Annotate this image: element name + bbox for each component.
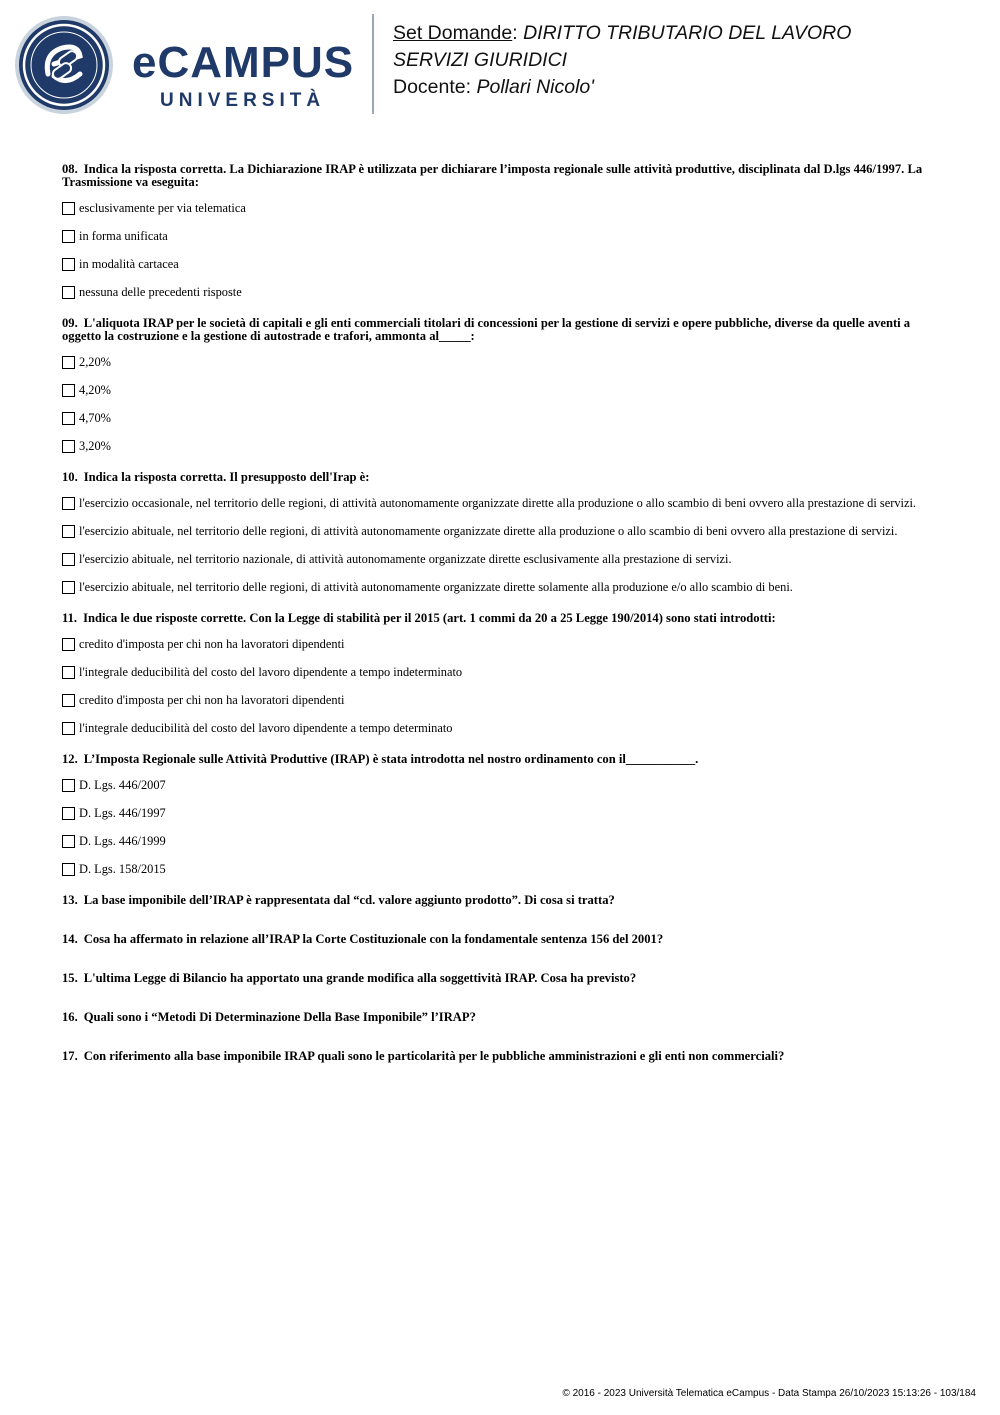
answer-checkbox[interactable] bbox=[62, 835, 75, 848]
page-footer: © 2016 - 2023 Università Telematica eCampus - Data Stampa 26/10/2023 15:13:26 - 103/184 bbox=[562, 1388, 976, 1399]
answer-option[interactable] bbox=[62, 860, 942, 878]
teacher-name: Pollari Nicolo' bbox=[476, 76, 594, 98]
brand-subtitle: UNIVERSITÀ bbox=[160, 90, 326, 111]
answer-option[interactable] bbox=[62, 832, 942, 850]
header-divider bbox=[372, 14, 374, 114]
answer-checkbox[interactable] bbox=[62, 356, 75, 369]
answer-checkbox[interactable] bbox=[62, 525, 75, 538]
answer-checkbox[interactable] bbox=[62, 412, 75, 425]
answer-option[interactable] bbox=[62, 437, 942, 455]
question-09 bbox=[62, 317, 942, 455]
question-text: L’Imposta Regionale sulle Attività Produttive (IRAP) è stata introdotta nel nostro ordinamento con il___________. bbox=[83, 752, 699, 766]
set-label: Set Domande bbox=[393, 22, 513, 44]
question-11 bbox=[62, 612, 942, 737]
question-text: Quali sono i “Metodi Di Determinazione Della Base Imponibile” l’IRAP? bbox=[83, 1010, 476, 1024]
question-number: 14. bbox=[62, 932, 78, 946]
answer-label: D. Lgs. 446/1999 bbox=[79, 833, 166, 848]
question-number: 11. bbox=[62, 611, 78, 625]
answer-option[interactable] bbox=[62, 199, 942, 217]
answer-option[interactable] bbox=[62, 776, 942, 794]
answer-label: 4,70% bbox=[79, 410, 112, 425]
answer-checkbox[interactable] bbox=[62, 779, 75, 792]
question-number: 09. bbox=[62, 316, 78, 330]
question-text: La base imponibile dell’IRAP è rappresentata dal “cd. valore aggiunto prodotto”. Di cosa si tratta? bbox=[83, 893, 615, 907]
question-text: Indica le due risposte corrette. Con la Legge di stabilità per il 2015 (art. 1 commi da 20 a 25 Legge 190/2014) sono stati introdotti: bbox=[83, 611, 776, 625]
answer-label: credito d'imposta per chi non ha lavoratori dipendenti bbox=[79, 692, 345, 707]
answer-option[interactable] bbox=[62, 719, 942, 737]
answer-label: 2,20% bbox=[79, 354, 112, 369]
answer-checkbox[interactable] bbox=[62, 807, 75, 820]
answer-checkbox[interactable] bbox=[62, 440, 75, 453]
answer-checkbox[interactable] bbox=[62, 666, 75, 679]
page-header bbox=[0, 0, 1000, 130]
question-number: 15. bbox=[62, 971, 78, 985]
question-text: Indica la risposta corretta. La Dichiarazione IRAP è utilizzata per dichiarare l’imposta regionale sulle attività produttive, disciplinata dal D.lgs 446/1997. La Trasmissione va eseguita: bbox=[62, 162, 923, 189]
answer-checkbox[interactable] bbox=[62, 258, 75, 271]
answer-option[interactable] bbox=[62, 663, 942, 681]
answer-label: l'esercizio abituale, nel territorio nazionale, di attività autonomamente organizzate dirette esclusivamente alla prestazione di servizi. bbox=[79, 551, 732, 566]
answer-checkbox[interactable] bbox=[62, 722, 75, 735]
answer-label: esclusivamente per via telematica bbox=[79, 200, 246, 215]
teacher-label: Docente: bbox=[393, 76, 477, 98]
answer-label: l'integrale deducibilità del costo del lavoro dipendente a tempo determinato bbox=[79, 720, 453, 735]
question-16 bbox=[62, 1011, 942, 1024]
answer-label: 3,20% bbox=[79, 438, 112, 453]
answer-option[interactable] bbox=[62, 283, 942, 301]
answer-label: l'integrale deducibilità del costo del lavoro dipendente a tempo indeterminato bbox=[79, 664, 463, 679]
answer-checkbox[interactable] bbox=[62, 230, 75, 243]
answer-checkbox[interactable] bbox=[62, 384, 75, 397]
question-number: 16. bbox=[62, 1010, 78, 1024]
question-number: 17. bbox=[62, 1049, 78, 1063]
answer-option[interactable] bbox=[62, 494, 942, 512]
set-separator: : bbox=[512, 22, 524, 44]
course-title-line1: DIRITTO TRIBUTARIO DEL LAVORO bbox=[523, 22, 852, 44]
brand-name: eCAMPUS bbox=[132, 38, 355, 87]
answer-label: D. Lgs. 446/2007 bbox=[79, 777, 166, 792]
question-12 bbox=[62, 753, 942, 878]
answer-label: l'esercizio abituale, nel territorio delle regioni, di attività autonomamente organizzate dirette solamente alla produzione e/o allo scambio di beni. bbox=[79, 579, 793, 594]
answer-label: in modalità cartacea bbox=[79, 256, 179, 271]
question-text: L'aliquota IRAP per le società di capitali e gli enti commerciali titolari di concessioni per la gestione di servizi e opere pubbliche, diverse da quelle aventi a oggetto la costruzione e la gestione di autostrade e trafori, ammonta al_____: bbox=[62, 316, 911, 343]
answer-option[interactable] bbox=[62, 381, 942, 399]
answer-checkbox[interactable] bbox=[62, 553, 75, 566]
answer-label: nessuna delle precedenti risposte bbox=[79, 284, 242, 299]
question-number: 10. bbox=[62, 470, 78, 484]
question-number: 08. bbox=[62, 162, 78, 176]
question-number: 13. bbox=[62, 893, 78, 907]
question-list bbox=[62, 163, 942, 1089]
question-text: L'ultima Legge di Bilancio ha apportato una grande modifica alla soggettività IRAP. Cosa ha previsto? bbox=[83, 971, 637, 985]
answer-label: D. Lgs. 158/2015 bbox=[79, 861, 166, 876]
answer-checkbox[interactable] bbox=[62, 694, 75, 707]
question-text: Indica la risposta corretta. Il presupposto dell'Irap è: bbox=[83, 470, 370, 484]
answer-option[interactable] bbox=[62, 691, 942, 709]
question-10 bbox=[62, 471, 942, 596]
answer-checkbox[interactable] bbox=[62, 202, 75, 215]
answer-checkbox[interactable] bbox=[62, 581, 75, 594]
question-17 bbox=[62, 1050, 942, 1063]
answer-checkbox[interactable] bbox=[62, 286, 75, 299]
answer-option[interactable] bbox=[62, 550, 942, 568]
question-text: Cosa ha affermato in relazione all’IRAP la Corte Costituzionale con la fondamentale sentenza 156 del 2001? bbox=[83, 932, 664, 946]
question-text: Con riferimento alla base imponibile IRAP quali sono le particolarità per le pubbliche amministrazioni e gli enti non commerciali? bbox=[83, 1049, 785, 1063]
question-08 bbox=[62, 163, 942, 301]
question-14 bbox=[62, 933, 942, 946]
answer-checkbox[interactable] bbox=[62, 497, 75, 510]
answer-checkbox[interactable] bbox=[62, 638, 75, 651]
course-title-line2: SERVIZI GIURIDICI bbox=[393, 49, 568, 71]
answer-label: D. Lgs. 446/1997 bbox=[79, 805, 166, 820]
question-13 bbox=[62, 894, 942, 907]
question-number: 12. bbox=[62, 752, 78, 766]
answer-option[interactable] bbox=[62, 409, 942, 427]
answer-label: credito d'imposta per chi non ha lavoratori dipendenti bbox=[79, 636, 345, 651]
answer-checkbox[interactable] bbox=[62, 863, 75, 876]
course-info bbox=[393, 20, 851, 101]
ecampus-logo bbox=[14, 14, 359, 116]
answer-label: 4,20% bbox=[79, 382, 112, 397]
answer-option[interactable] bbox=[62, 522, 942, 540]
answer-option[interactable] bbox=[62, 804, 942, 822]
answer-option[interactable] bbox=[62, 353, 942, 371]
question-15 bbox=[62, 972, 942, 985]
answer-label: l'esercizio occasionale, nel territorio delle regioni, di attività autonomamente organizzate dirette alla produzione o allo scambio di beni ovvero alla prestazione di servizi. bbox=[79, 495, 917, 510]
answer-option[interactable] bbox=[62, 227, 942, 245]
answer-label: l'esercizio abituale, nel territorio delle regioni, di attività autonomamente organizzate dirette alla produzione o allo scambio di beni ovvero alla prestazione di servizi. bbox=[79, 523, 898, 538]
answer-option[interactable] bbox=[62, 255, 942, 273]
answer-label: in forma unificata bbox=[79, 228, 168, 243]
answer-option[interactable] bbox=[62, 578, 942, 596]
answer-option[interactable] bbox=[62, 635, 942, 653]
